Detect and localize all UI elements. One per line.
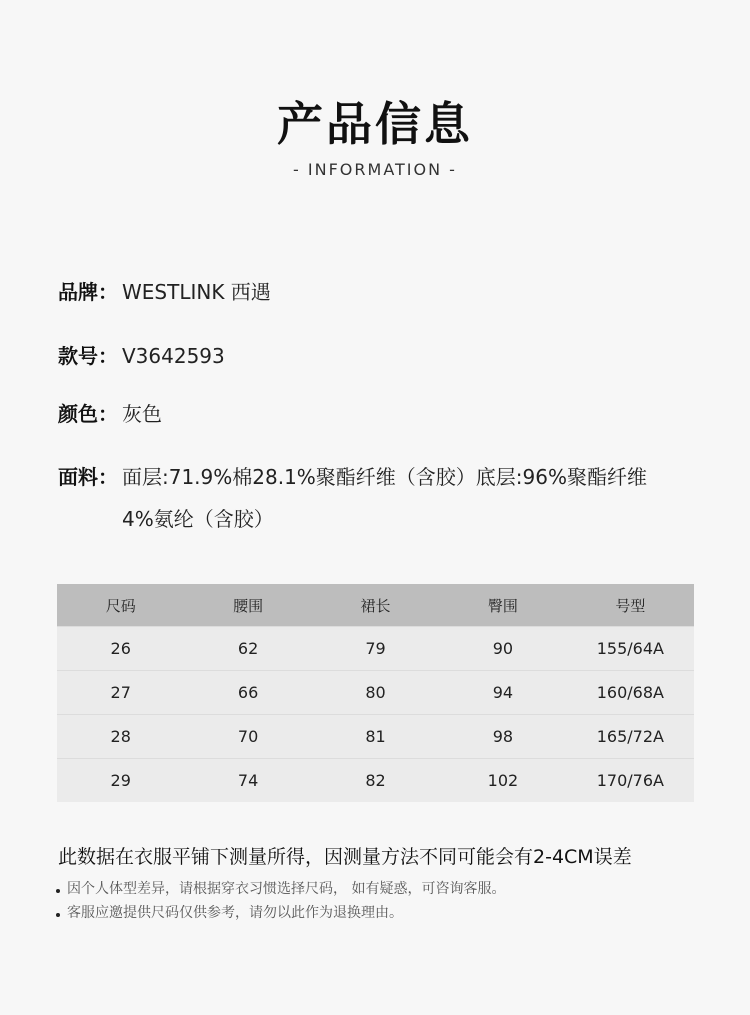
table-cell: 79 xyxy=(365,639,386,658)
table-cell: 26 xyxy=(110,639,131,658)
table-row xyxy=(57,714,694,758)
fabric-value-line2: 4%氨纶（含胶） xyxy=(122,507,274,531)
table-cell: 102 xyxy=(487,771,519,790)
color-label: 颜色： xyxy=(58,402,118,426)
table-cell: 28 xyxy=(110,727,131,746)
table-row xyxy=(57,758,694,802)
style-value: V3642593 xyxy=(122,344,225,368)
table-cell: 98 xyxy=(492,727,514,746)
table-cell: 82 xyxy=(365,771,386,790)
header-cell-size: 尺码 xyxy=(105,596,136,615)
table-cell: 81 xyxy=(365,727,386,746)
info-row-style xyxy=(58,335,698,377)
header-cell-length: 裙长 xyxy=(360,596,391,615)
note-item-text: 因个人体型差异，请根据穿衣习惯选择尺码， 如有疑惑，可咨询客服。 xyxy=(67,881,506,897)
table-cell: 74 xyxy=(237,771,259,790)
fabric-value xyxy=(118,456,647,540)
table-cell: 66 xyxy=(237,683,259,702)
table-cell: 29 xyxy=(110,771,131,790)
header-cell-waist: 腰围 xyxy=(233,596,264,615)
size-table xyxy=(57,584,694,802)
info-row-fabric xyxy=(58,456,698,540)
bullet-icon xyxy=(56,913,60,917)
table-cell: 155/64A xyxy=(596,639,664,658)
page-title: 产品信息 xyxy=(277,97,473,151)
note-item xyxy=(56,902,403,922)
fabric-value-line1: 面层:71.9%棉28.1%聚酯纤维（含胶）底层:96%聚酯纤维 xyxy=(122,465,647,489)
size-table-header xyxy=(57,584,694,626)
style-label: 款号： xyxy=(58,344,118,368)
header-cell-fit: 号型 xyxy=(615,596,646,615)
header-cell-hip: 臀围 xyxy=(487,596,518,615)
table-cell: 80 xyxy=(365,683,386,702)
table-cell: 94 xyxy=(492,683,514,702)
measurement-note: 此数据在衣服平铺下测量所得，因测量方法不同可能会有2-4CM误差 xyxy=(58,846,632,868)
fabric-label: 面料： xyxy=(58,465,118,489)
table-cell: 165/72A xyxy=(596,727,664,746)
table-row xyxy=(57,626,694,670)
table-cell: 62 xyxy=(237,639,259,658)
note-item-text: 客服应邀提供尺码仅供参考，请勿以此作为退换理由。 xyxy=(67,905,403,921)
table-cell: 160/68A xyxy=(596,683,664,702)
note-item xyxy=(56,878,505,898)
table-row xyxy=(57,670,694,714)
table-cell: 27 xyxy=(110,683,131,702)
bullet-icon xyxy=(56,889,60,893)
color-value: 灰色 xyxy=(122,402,162,426)
brand-label: 品牌： xyxy=(58,280,118,304)
table-cell: 90 xyxy=(492,639,514,658)
table-cell: 70 xyxy=(237,727,259,746)
page-subtitle: - INFORMATION - xyxy=(293,160,457,179)
table-cell: 170/76A xyxy=(596,771,664,790)
info-row-color xyxy=(58,393,698,435)
brand-value: WESTLINK 西遇 xyxy=(122,280,271,304)
info-row-brand xyxy=(58,271,698,313)
